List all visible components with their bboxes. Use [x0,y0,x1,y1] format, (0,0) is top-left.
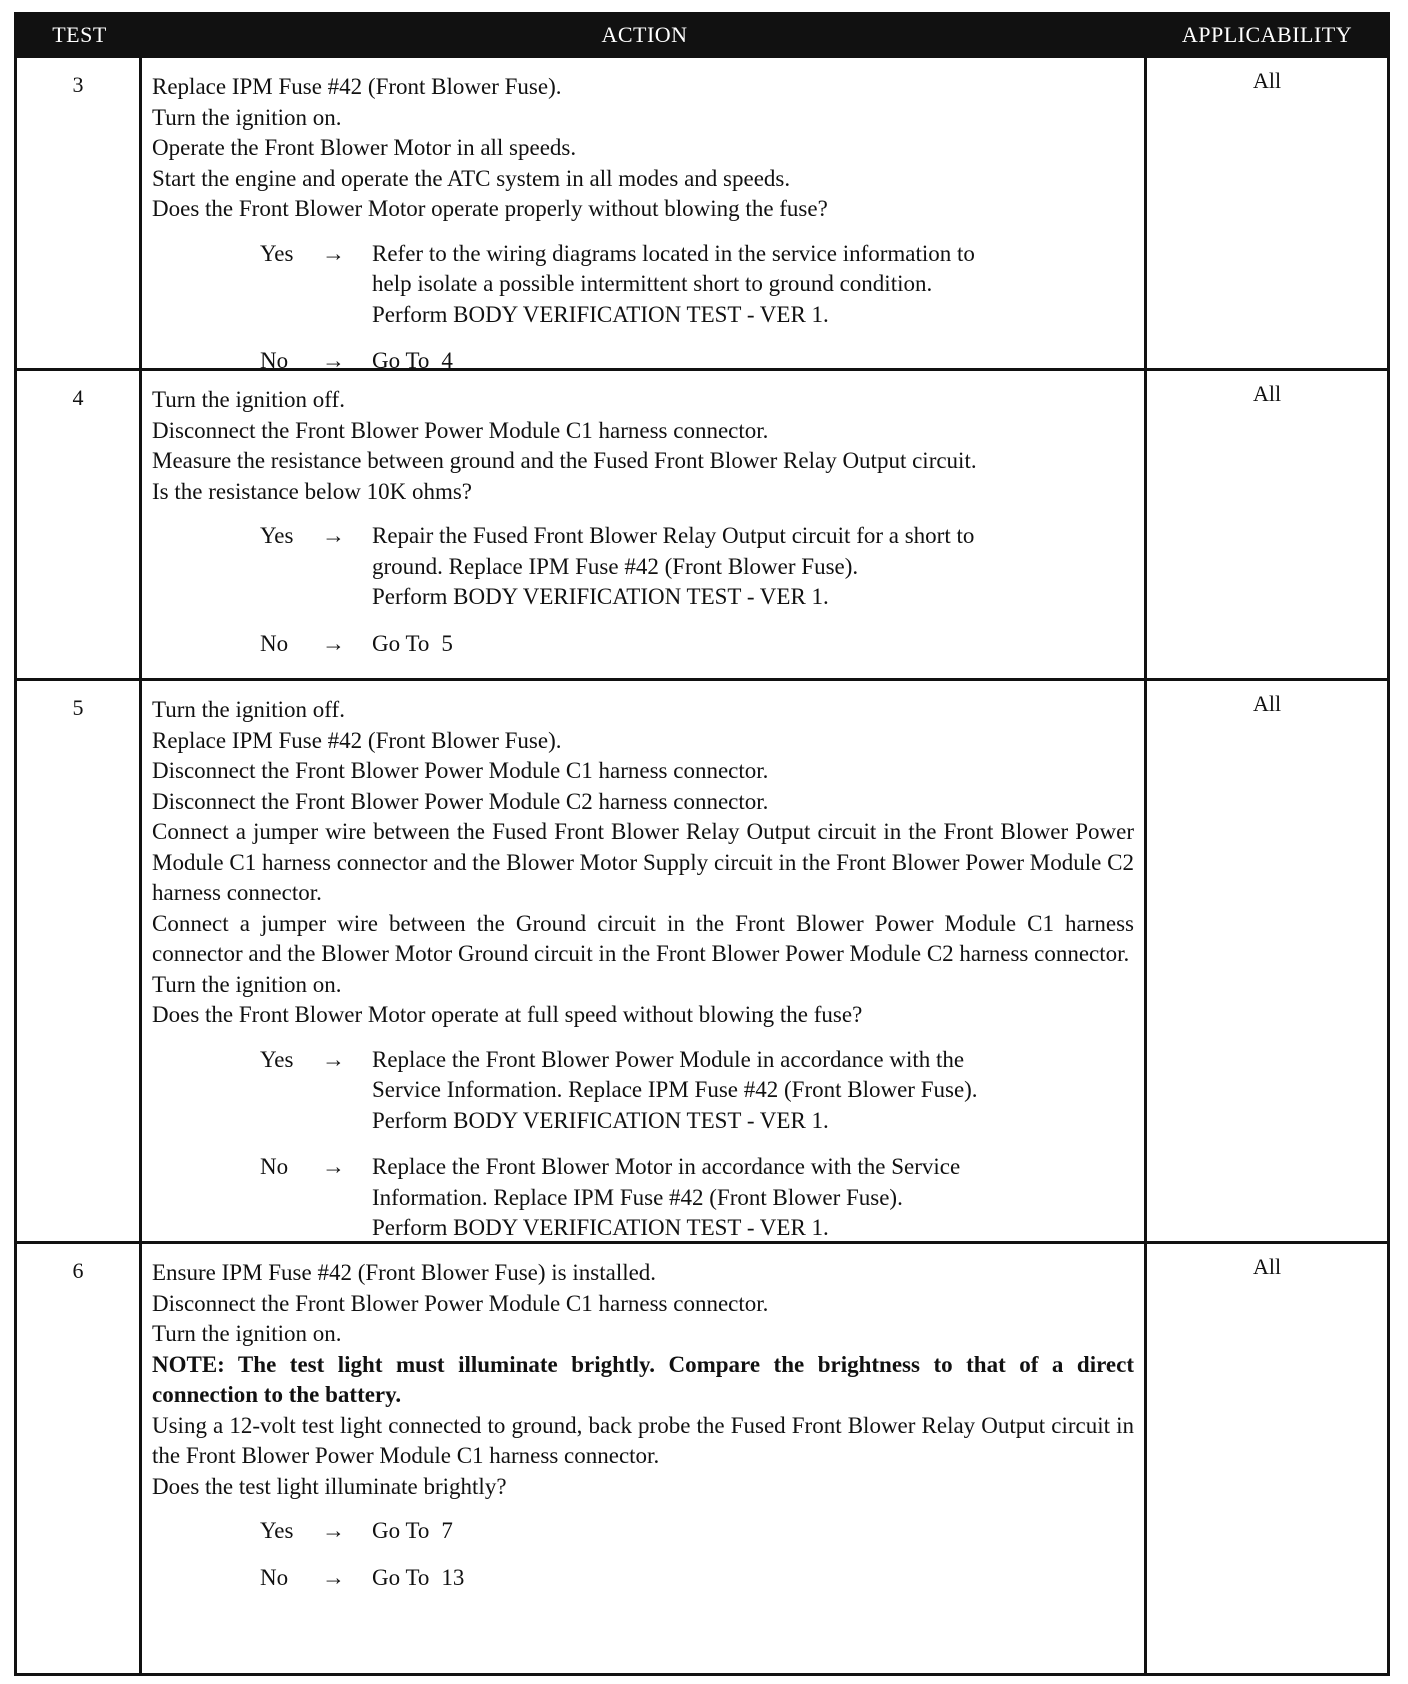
yes-label: Yes [260,1046,294,1072]
step: Operate the Front Blower Motor in all speeds. [152,135,577,160]
goto-text: Go To [372,348,430,373]
answer-no [152,1152,1134,1244]
step: Disconnect the Front Blower Power Module C1 harness connector. [152,1290,769,1316]
yes-result [372,521,1134,613]
table-header [17,15,1387,55]
question: Does the Front Blower Motor operate properly without blowing the fuse? [152,196,828,221]
question: Is the resistance below 10K ohms? [152,478,473,504]
table-row-test-6 [17,1241,1387,1673]
result-line: Perform BODY VERIFICATION TEST - VER 1. [372,1215,829,1240]
step: Turn the ignition on. [152,971,342,997]
step: Turn the ignition on. [152,1321,342,1346]
answer-yes [152,521,1134,613]
applicability-cell: All [1252,691,1282,716]
arrow-icon: → [322,1564,345,1590]
question: Does the Front Blower Motor operate at full speed without blowing the fuse? [152,1002,863,1027]
no-label: No [260,630,289,656]
arrow-icon: → [322,1154,345,1179]
goto-text: Go To [372,1518,430,1543]
goto-text: Go To [372,1564,430,1590]
applicability-cell: All [1252,68,1282,93]
arrow-icon: → [322,630,345,656]
goto-number: 13 [441,1564,465,1590]
action-cell [142,681,1147,1241]
step: Turn the ignition off. [152,697,345,722]
result-line: Refer to the wiring diagrams located in the service information to [372,240,975,266]
no-label: No [260,1564,289,1590]
answer-yes [152,1516,1134,1547]
no-label: No [260,1154,289,1179]
step: Turn the ignition off. [152,387,345,412]
step: Ensure IPM Fuse #42 (Front Blower Fuse) is installed. [152,1260,657,1285]
yes-result [372,1045,1134,1137]
result-line: Replace the Front Blower Motor in accordance with the Service [372,1154,961,1179]
answer-no [152,629,1134,660]
step: Connect a jumper wire between the Fused Front Blower Relay Output circuit in the Front Blower Power Module C1 harness connector and the Blower Motor Supply circuit in the Front Blower Power Module C2 harness connector. [152,819,1134,905]
yes-label: Yes [260,240,294,266]
step: Disconnect the Front Blower Power Module C2 harness connector. [152,788,769,814]
arrow-icon: → [322,1046,345,1072]
step: Disconnect the Front Blower Power Module C1 harness connector. [152,758,769,783]
no-result [372,1152,1134,1244]
yes-result [372,239,1134,331]
step: Disconnect the Front Blower Power Module C1 harness connector. [152,417,769,443]
table-row-test-5 [17,678,1387,1241]
goto-number: 4 [441,348,453,373]
result-line: help isolate a possible intermittent short to ground condition. [372,271,933,296]
header-applicability: APPLICABILITY [1181,22,1353,47]
step: Start the engine and operate the ATC system in all modes and speeds. [152,165,791,191]
action-cell [142,1244,1147,1673]
test-number: 3 [17,58,142,368]
goto-link[interactable] [372,1563,1134,1594]
arrow-icon: → [322,348,345,373]
goto-link[interactable] [372,629,1134,660]
answer-yes [152,239,1134,331]
goto-number: 7 [441,1518,453,1543]
yes-label: Yes [260,523,294,548]
step: Replace IPM Fuse #42 (Front Blower Fuse). [152,727,562,753]
arrow-icon: → [322,523,345,548]
table-row-test-3 [17,55,1387,373]
step: Measure the resistance between ground and the Fused Front Blower Relay Output circuit. [152,448,977,473]
result-line: Information. Replace IPM Fuse #42 (Front Blower Fuse). [372,1184,903,1210]
result-line: Perform BODY VERIFICATION TEST - VER 1. [372,1107,829,1133]
step: Replace IPM Fuse #42 (Front Blower Fuse). [152,74,562,99]
result-line: ground. Replace IPM Fuse #42 (Front Blower Fuse). [372,553,859,579]
result-line: Perform BODY VERIFICATION TEST - VER 1. [372,584,829,609]
table-row-test-4 [17,368,1387,678]
note: NOTE: The test light must illuminate brightly. Compare the brightness to that of a direct connection to the battery. [152,1351,1134,1407]
action-cell [142,371,1147,678]
answer-yes [152,1045,1134,1137]
result-line: Perform BODY VERIFICATION TEST - VER 1. [372,301,829,327]
question: Does the test light illuminate brightly? [152,1473,507,1499]
test-number: 6 [17,1244,142,1673]
header-action: ACTION [601,22,688,47]
arrow-icon: → [322,1518,345,1543]
goto-link[interactable] [372,1516,1134,1547]
result-line: Service Information. Replace IPM Fuse #42 (Front Blower Fuse). [372,1077,978,1102]
result-line: Replace the Front Blower Power Module in accordance with the [372,1046,965,1072]
test-number: 4 [17,371,142,678]
step: Using a 12-volt test light connected to ground, back probe the Fused Front Blower Relay Output circuit in the Front Blower Power Module C1 harness connector. [152,1412,1134,1468]
result-line: Repair the Fused Front Blower Relay Output circuit for a short to [372,523,975,548]
action-cell [142,58,1147,373]
test-number: 5 [17,681,142,1241]
yes-label: Yes [260,1518,294,1543]
applicability-cell: All [1252,1254,1282,1279]
header-test: TEST [52,22,107,47]
step: Connect a jumper wire between the Ground circuit in the Front Blower Power Module C1 harness connector and the Blower Motor Ground circuit in the Front Blower Power Module C2 harness connector. [152,910,1134,966]
goto-number: 5 [441,630,453,656]
applicability-cell: All [1252,381,1282,406]
diagnostic-table [14,12,1390,1676]
arrow-icon: → [322,240,345,266]
step: Turn the ignition on. [152,104,342,130]
no-label: No [260,348,289,373]
goto-text: Go To [372,630,430,656]
answer-no [152,1563,1134,1594]
